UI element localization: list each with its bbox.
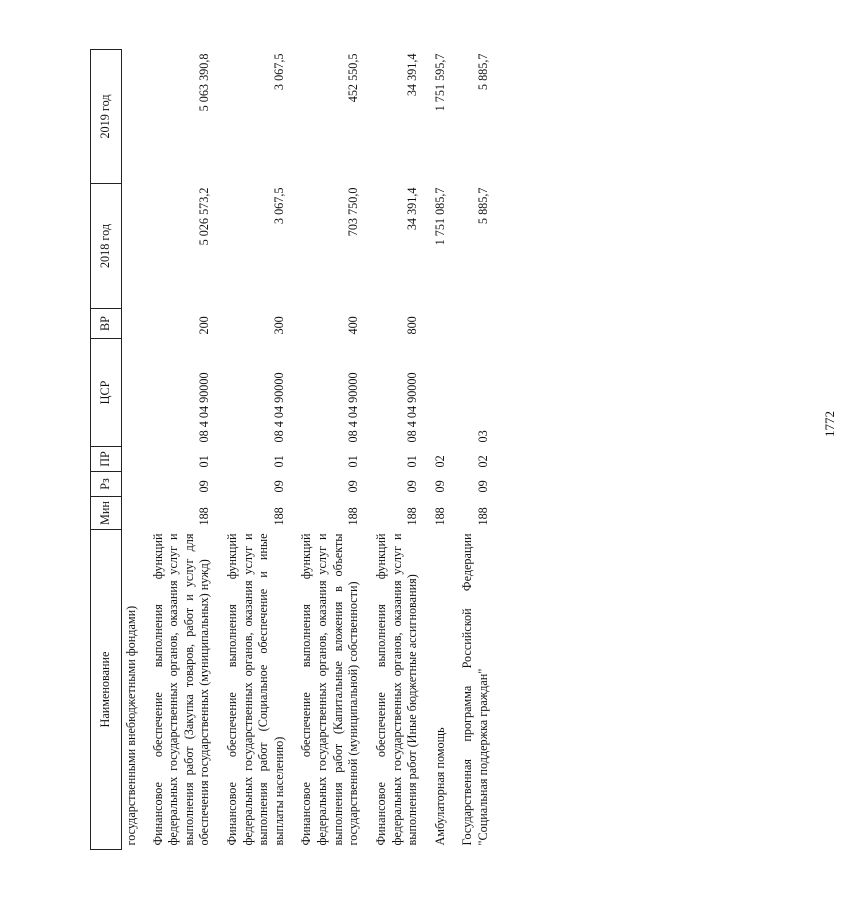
row-min: 188 [405,507,420,526]
table-row [290,50,364,850]
row-2019: 3 067,5 [271,53,286,91]
header-2018: 2018 год [91,184,122,309]
row-2018: 5 026 573,2 [197,187,212,246]
row-rz [122,472,142,497]
row-min: 188 [271,507,286,526]
row-csr: 08 4 04 90000 [405,372,420,443]
row-pr: 01 [405,455,420,468]
row-2018: 703 750,0 [346,187,361,237]
header-name: Наименование [91,530,122,850]
row-name: государственными внебюджетными фондами) [124,605,138,846]
row-pr: 01 [271,455,286,468]
row-rz: 09 [405,480,420,493]
row-min: 188 [197,507,212,526]
row-rz: 09 [475,480,490,493]
row-vr: 200 [197,316,212,335]
row-vr: 800 [405,316,420,335]
row-pr: 02 [475,455,490,468]
row-min: 188 [346,507,361,526]
row-csr: 08 4 04 90000 [197,372,212,443]
row-2018: 1 751 085,7 [432,187,447,246]
row-2019: 452 550,5 [346,53,361,103]
row-name: Финансовое обеспечение выполнения функций федеральных государственных органов, оказания услуг и выполнения работ (Иные бюджетные ассигнования) [373,533,420,846]
row-pr: 01 [197,455,212,468]
row-csr: 08 4 04 90000 [271,372,286,443]
table-row [424,50,452,850]
row-min: 188 [432,507,447,526]
table-header-row [91,50,122,850]
header-2019: 2019 год [91,50,122,184]
table-row [451,50,494,850]
row-name: Финансовое обеспечение выполнения функций федеральных государственных органов, оказания услуг и выполнения работ (Социальное обеспечение и иные выплаты населению) [225,533,286,846]
row-rz: 09 [346,480,361,493]
row-rz: 09 [271,480,286,493]
row-csr: 03 [475,430,490,443]
row-2018: 34 391,4 [405,187,420,231]
rotated-page [90,50,610,850]
page-number: 1772 [822,411,837,437]
row-vr: 300 [271,316,286,335]
row-name: Государственная программа Российской Федерации "Социальная поддержка граждан" [460,533,490,846]
row-vr [122,309,142,339]
row-vr [424,309,452,339]
row-csr: 08 4 04 90000 [346,372,361,443]
row-rz: 09 [432,480,447,493]
row-name: Финансовое обеспечение выполнения функций федеральных государственных органов, оказания услуг и выполнения работ (Капитальные вложения в объекты государственной (муниципальной) собственности) [299,533,361,846]
row-name: Финансовое обеспечение выполнения функций федеральных государственных органов, оказания услуг и выполнения работ (Закупка товаров, работ и услуг для обеспечения государственных (муниципальных) нужд) [150,533,212,846]
header-min: Мин [91,497,122,530]
row-2019: 5 885,7 [475,53,490,91]
row-pr: 02 [432,455,447,468]
row-vr: 400 [346,316,361,335]
row-2019: 34 391,4 [405,53,420,97]
header-rz: Рз [91,472,122,497]
budget-table [90,49,495,850]
row-vr [451,309,494,339]
row-rz: 09 [197,480,212,493]
row-2019: 1 751 595,7 [432,53,447,112]
row-2018: 5 885,7 [475,187,490,225]
row-name: Амбулаторная помощь [432,727,447,846]
row-min [122,497,142,530]
row-2019 [122,50,142,184]
row-2018: 3 067,5 [271,187,286,225]
row-2018 [122,184,142,309]
table-row [216,50,290,850]
header-vr: ВР [91,309,122,339]
row-csr [424,339,452,447]
table-row [122,50,142,850]
row-min: 188 [475,507,490,526]
row-2019: 5 063 390,8 [197,53,212,112]
header-pr: ПР [91,447,122,472]
row-csr [122,339,142,447]
row-pr [122,447,142,472]
header-csr: ЦСР [91,339,122,447]
table-row [142,50,216,850]
table-row [365,50,424,850]
row-pr: 01 [346,455,361,468]
